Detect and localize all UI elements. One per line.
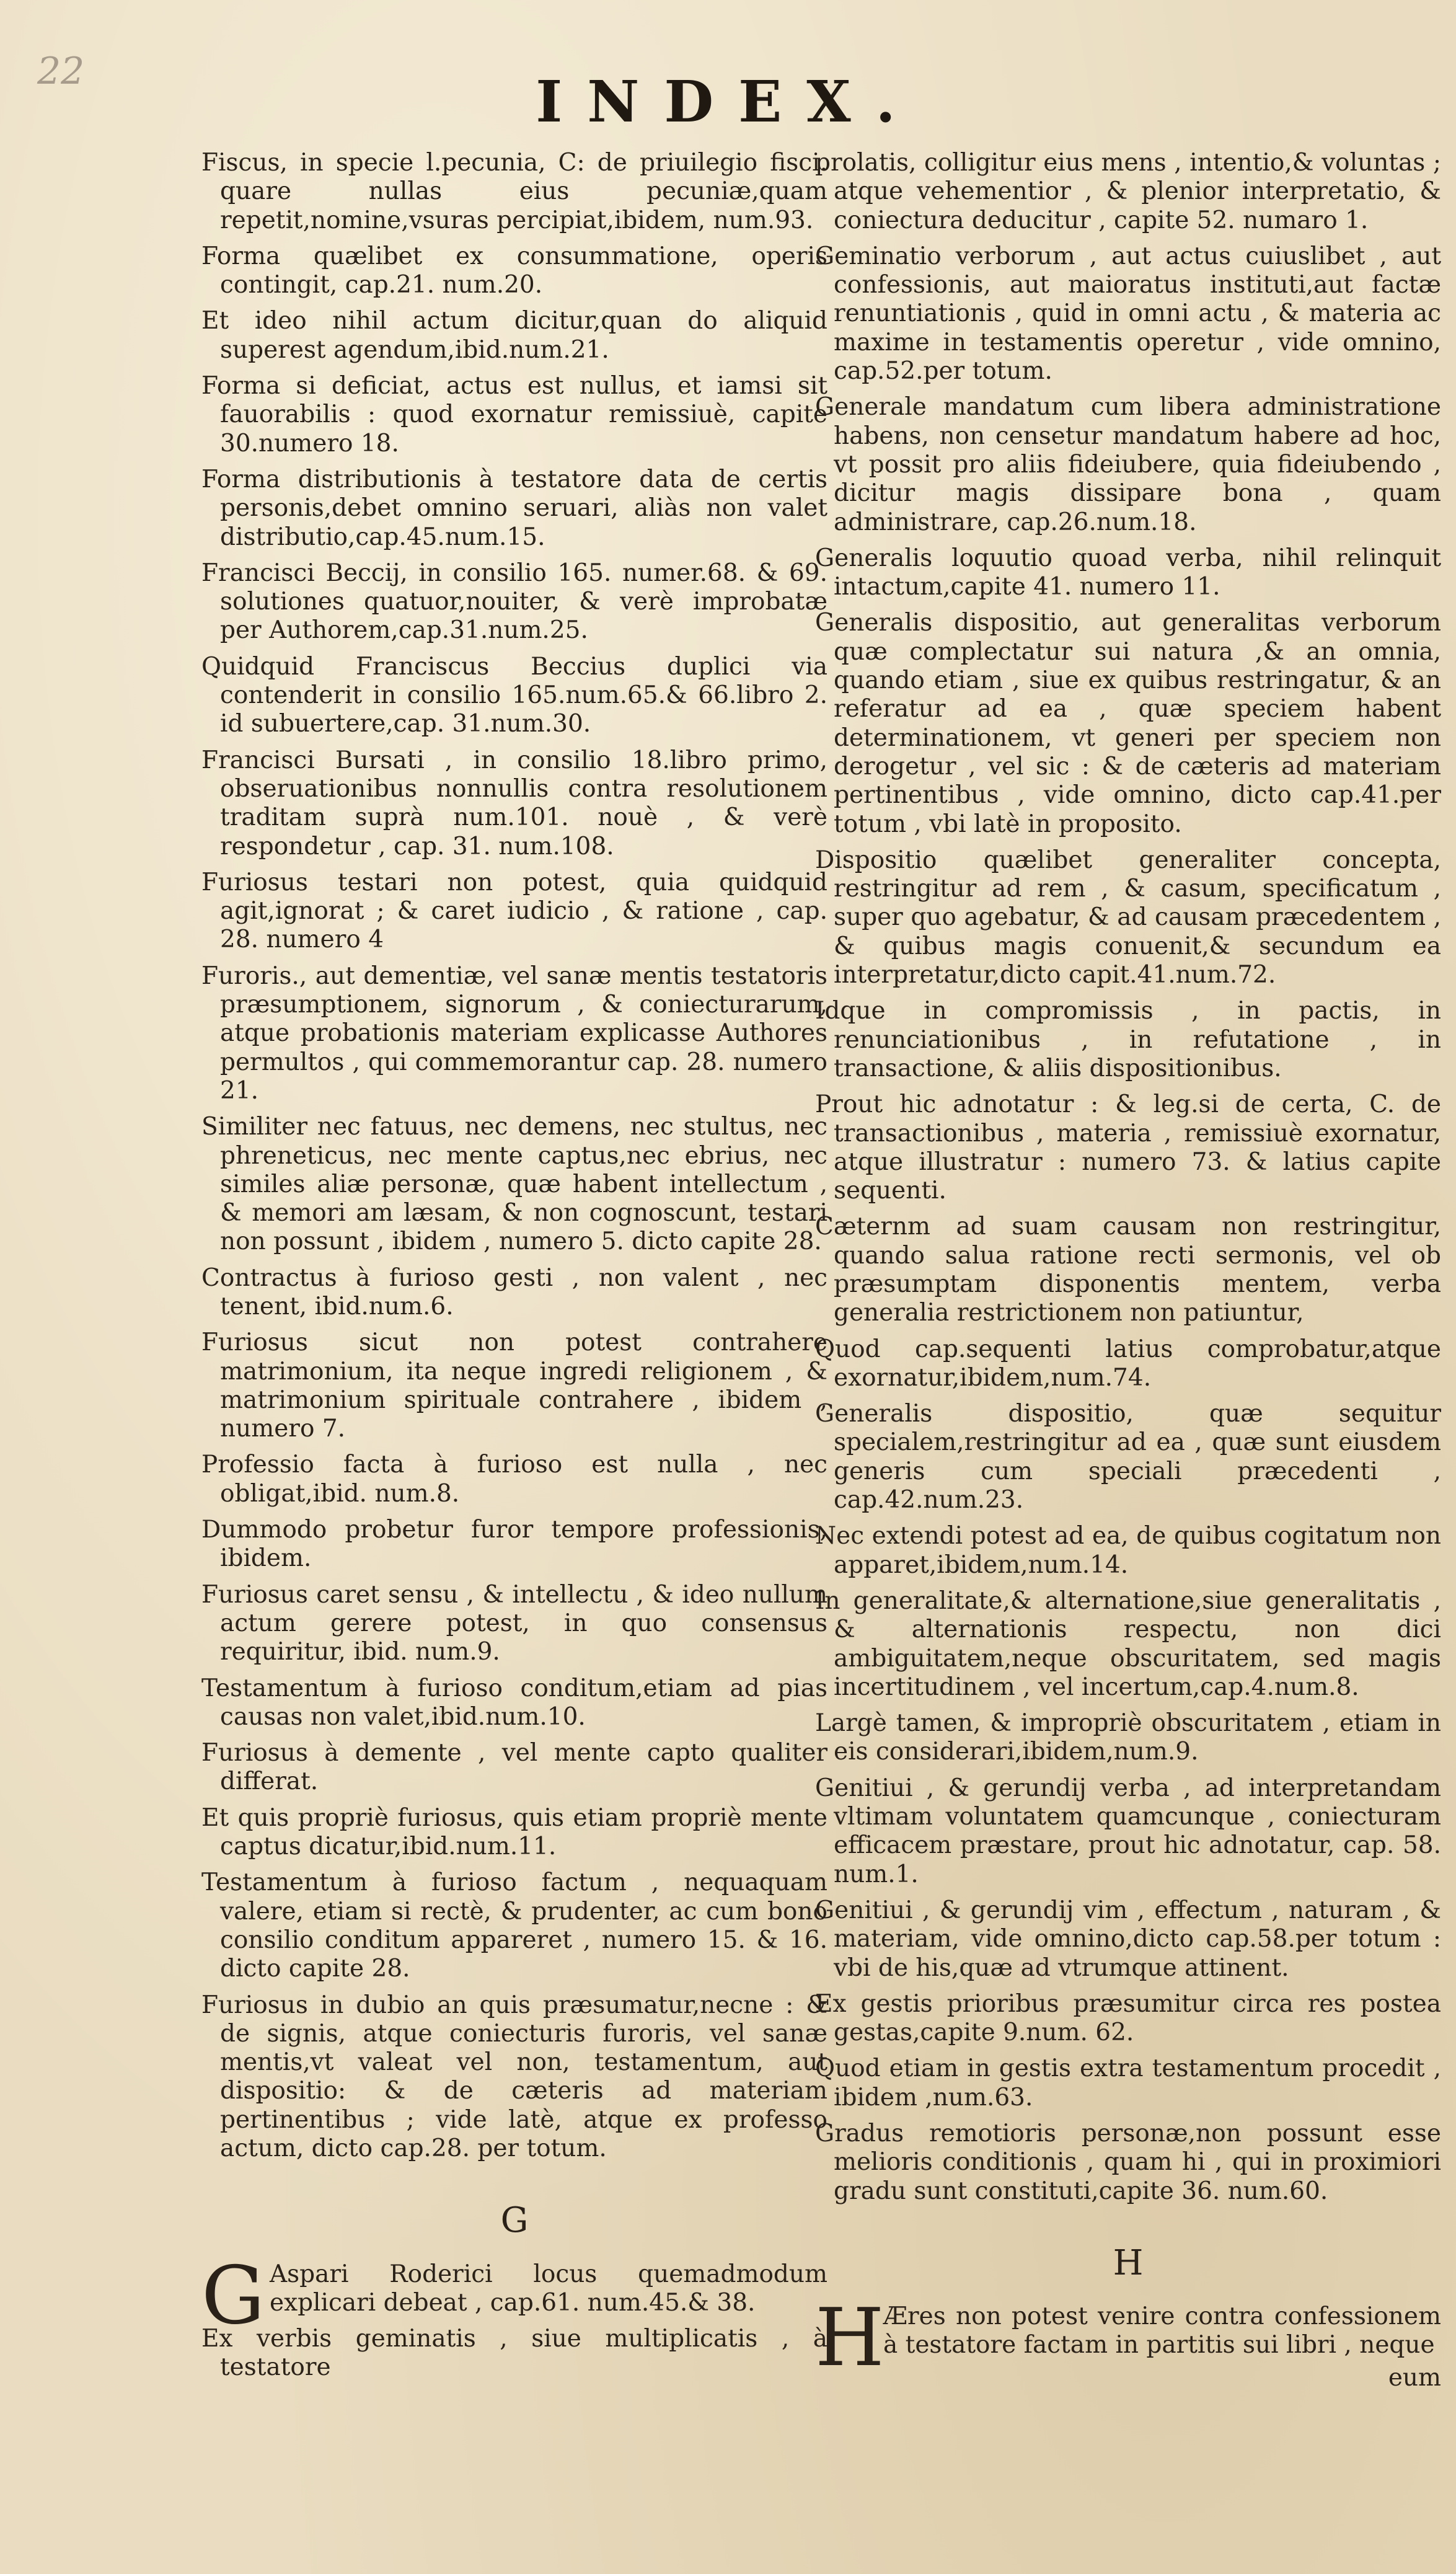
index-entry: prolatis, colligitur eius mens , intentio,& voluntas ; atque vehementior , & plenior interpretatio, & coniectura deducitur , capite 52. numaro 1. [815,149,1441,234]
section-letter-h: H [1113,2242,1144,2283]
left-entries [201,149,827,2163]
index-entry: Quod etiam in gestis extra testamentum procedit , ibidem ,num.63. [815,2054,1441,2112]
lead-entry-text: Æres non potest venire contra confessionem à testatore factam in partitis sui libri , neque [883,2302,1441,2360]
index-entry: Prout hic adnotatur : & leg.si de certa, C. de transactionibus , materia , remissiuè exornatur, atque illustratur : numero 73. & latius capite sequenti. [815,1090,1441,1205]
index-entry: Francisci Beccij, in consilio 165. numer.68. & 69. solutiones quatuor,nouiter, & verè improbatæ per Authorem,cap.31.num.25. [201,559,827,645]
index-entry: Furoris., aut dementiæ, vel sanæ mentis testatoris præsumptionem, signorum , & coniecturarum, atque probationis materiam explicasse Authores permultos , qui commemorantur cap. 28. numero 21. [201,962,827,1105]
index-entry: Dummodo probetur furor tempore professionis, ibidem. [201,1516,827,1573]
index-entry: Forma si deficiat, actus est nullus, et iamsi sit fauorabilis : quod exornatur remissiuè, capite 30.numero 18. [201,372,827,458]
index-entry: Furiosus à demente , vel mente capto qualiter differat. [201,1739,827,1796]
index-entry: Francisci Bursati , in consilio 18.libro primo, obseruationibus nonnullis contra resolutionem traditam suprà num.101. nouè , & verè respondetur , cap. 31. num.108. [201,746,827,860]
index-entry: Genitiui , & gerundij vim , effectum , naturam , & materiam, vide omnino,dicto cap.58.per totum : vbi de his,quæ ad vtrumque attinent. [815,1896,1441,1982]
right-entries [815,149,1441,2206]
index-entry: Forma distributionis à testatore data de certis personis,debet omnino seruari, aliàs non valet distributio,cap.45.num.15. [201,465,827,551]
catchword: eum [1388,2363,1441,2392]
drop-cap-g: G [201,2249,265,2342]
index-entry: Et quis propriè furiosus, quis etiam propriè mente captus dicatur,ibid.num.11. [201,1803,827,1861]
index-entry: Largè tamen, & impropriè obscuritatem , etiam in eis considerari,ibidem,num.9. [815,1709,1441,1766]
right-column [815,149,1441,2392]
margin-note: 22 [37,50,85,93]
index-entry: Quod cap.sequenti latius comprobatur,atque exornatur,ibidem,num.74. [815,1335,1441,1392]
index-entry: Furiosus in dubio an quis præsumatur,necne : & de signis, atque coniecturis furoris, vel sanæ mentis,vt valeat vel non, testamentum, aut dispositio: & de cæteris ad materiam pertinentibus ; vide latè, atque ex professo actum, dicto cap.28. per totum. [201,1991,827,2162]
drop-cap-h: H [815,2292,885,2385]
section-letter-g: G [500,2200,529,2241]
index-entry: Idque in compromissis , in pactis, in renunciationibus , in refutatione , in transactione, & aliis dispositionibus. [815,997,1441,1082]
index-entry: Testamentum à furioso factum , nequaquam valere, etiam si rectè, & prudenter, ac cum bono consilio conditum appareret , numero 15. & 16. dicto capite 28. [201,1869,827,1983]
index-entry: Et ideo nihil actum dicitur,quan do aliquid superest agendum,ibid.num.21. [201,307,827,364]
index-entry: Quidquid Franciscus Beccius duplici via contenderit in consilio 165.num.65.& 66.libro 2. id subuertere,cap. 31.num.30. [201,652,827,738]
index-entry: Ex gestis prioribus præsumitur circa res postea gestas,capite 9.num. 62. [815,1989,1441,2047]
index-entry: Furiosus testari non potest, quia quidquid agit,ignorat ; & caret iudicio , & ratione , cap. 28. numero 4 [201,868,827,954]
index-entry: Generale mandatum cum libera administratione habens, non censetur mandatum habere ad hoc, vt possit pro aliis fideiubere, quia fideiubendo , dicitur magis dissipare bona , quam administrare, cap.26.num.18. [815,393,1441,536]
index-entry: Ex verbis geminatis , siue multiplicatis , à testatore [201,2325,827,2382]
left-column [201,149,827,2390]
index-entry: Contractus à furioso gesti , non valent , nec tenent, ibid.num.6. [201,1263,827,1320]
index-entry: Furiosus sicut non potest contrahere matrimonium, ita neque ingredi religionem , & matrimonium spirituale contrahere , ibidem , numero 7. [201,1329,827,1443]
index-entry: In generalitate,& alternatione,siue generalitatis , & alternationis respectu, non dici ambiguitatem,neque obscuritatem, sed magis incertitudinem , vel incertum,cap.4.num.8. [815,1586,1441,1701]
lead-entry-text: Aspari Roderici locus quemadmodum explicari debeat , cap.61. num.45.& 38. [270,2260,827,2317]
index-entry: Furiosus caret sensu , & intellectu , & ideo nullum actum gerere potest, in quo consensus requiritur, ibid. num.9. [201,1580,827,1666]
index-entry: Cæternm ad suam causam non restringitur, quando salua ratione recti sermonis, vel ob præsumptam disponentis mentem, verba generalia restrictionem non patiuntur, [815,1213,1441,1327]
index-entry: Gradus remotioris personæ,non possunt esse melioris conditionis , quam hi , qui in proximiori gradu sunt constituti,capite 36. num.60. [815,2120,1441,2205]
index-entry: Generalis dispositio, aut generalitas verborum quæ complectatur sui natura ,& an omnia, quando etiam , siue ex quibus restringatur, & an referatur ad ea , quæ speciem habent determinationem, vt generi per speciem non derogetur , vel sic : & de cæteris ad materiam pertinentibus , vide omnino, dicto cap.41.per totum , vbi latè in proposito. [815,609,1441,838]
index-entry: Nec extendi potest ad ea, de quibus cogitatum non apparet,ibidem,num.14. [815,1522,1441,1579]
index-entry: Professio facta à furioso est nulla , nec obligat,ibid. num.8. [201,1451,827,1508]
index-entry: Fiscus, in specie l.pecunia, C: de priuilegio fisci. quare nullas eius pecuniæ,quam repetit,nomine,vsuras percipiat,ibidem, num.93. [201,149,827,234]
index-entry: Genitiui , & gerundij verba , ad interpretandam vltimam voluntatem quamcunque , coniecturam efficacem præstare, prout hic adnotatur, cap. 58. num.1. [815,1774,1441,1888]
index-entry: Testamentum à furioso conditum,etiam ad pias causas non valet,ibid.num.10. [201,1674,827,1731]
index-entry: Generalis dispositio, quæ sequitur specialem,restringitur ad ea , quæ sunt eiusdem generis cum speciali præcedenti , cap.42.num.23. [815,1400,1441,1515]
index-entry: Forma quælibet ex consummatione, operis contingit, cap.21. num.20. [201,242,827,299]
index-entry: Generalis loquutio quoad verba, nihil relinquit intactum,capite 41. numero 11. [815,544,1441,601]
index-entry: Geminatio verborum , aut actus cuiuslibet , aut confessionis, aut maioratus instituti,aut factæ renuntiationis , quid in omni actu , & materia ac maxime in testamentis operetur , vide omnino, cap.52.per totum. [815,242,1441,386]
index-entry: Dispositio quælibet generaliter concepta, restringitur ad rem , & casum, specificatum , super quo agebatur, & ad causam præcedentem , & quibus magis conuenit,& secundum ea interpretatur,dicto capit.41.num.72. [815,846,1441,989]
page-header: INDEX. [536,68,920,135]
index-entry: Similiter nec fatuus, nec demens, nec stultus, nec phreneticus, nec mente captus,nec ebrius, nec similes aliæ personæ, quæ habent intellectum , & memori am læsam, & non cognoscunt, testari non possunt , ibidem , numero 5. dicto capite 28. [201,1113,827,1256]
lead-entry-g [201,2249,827,2342]
